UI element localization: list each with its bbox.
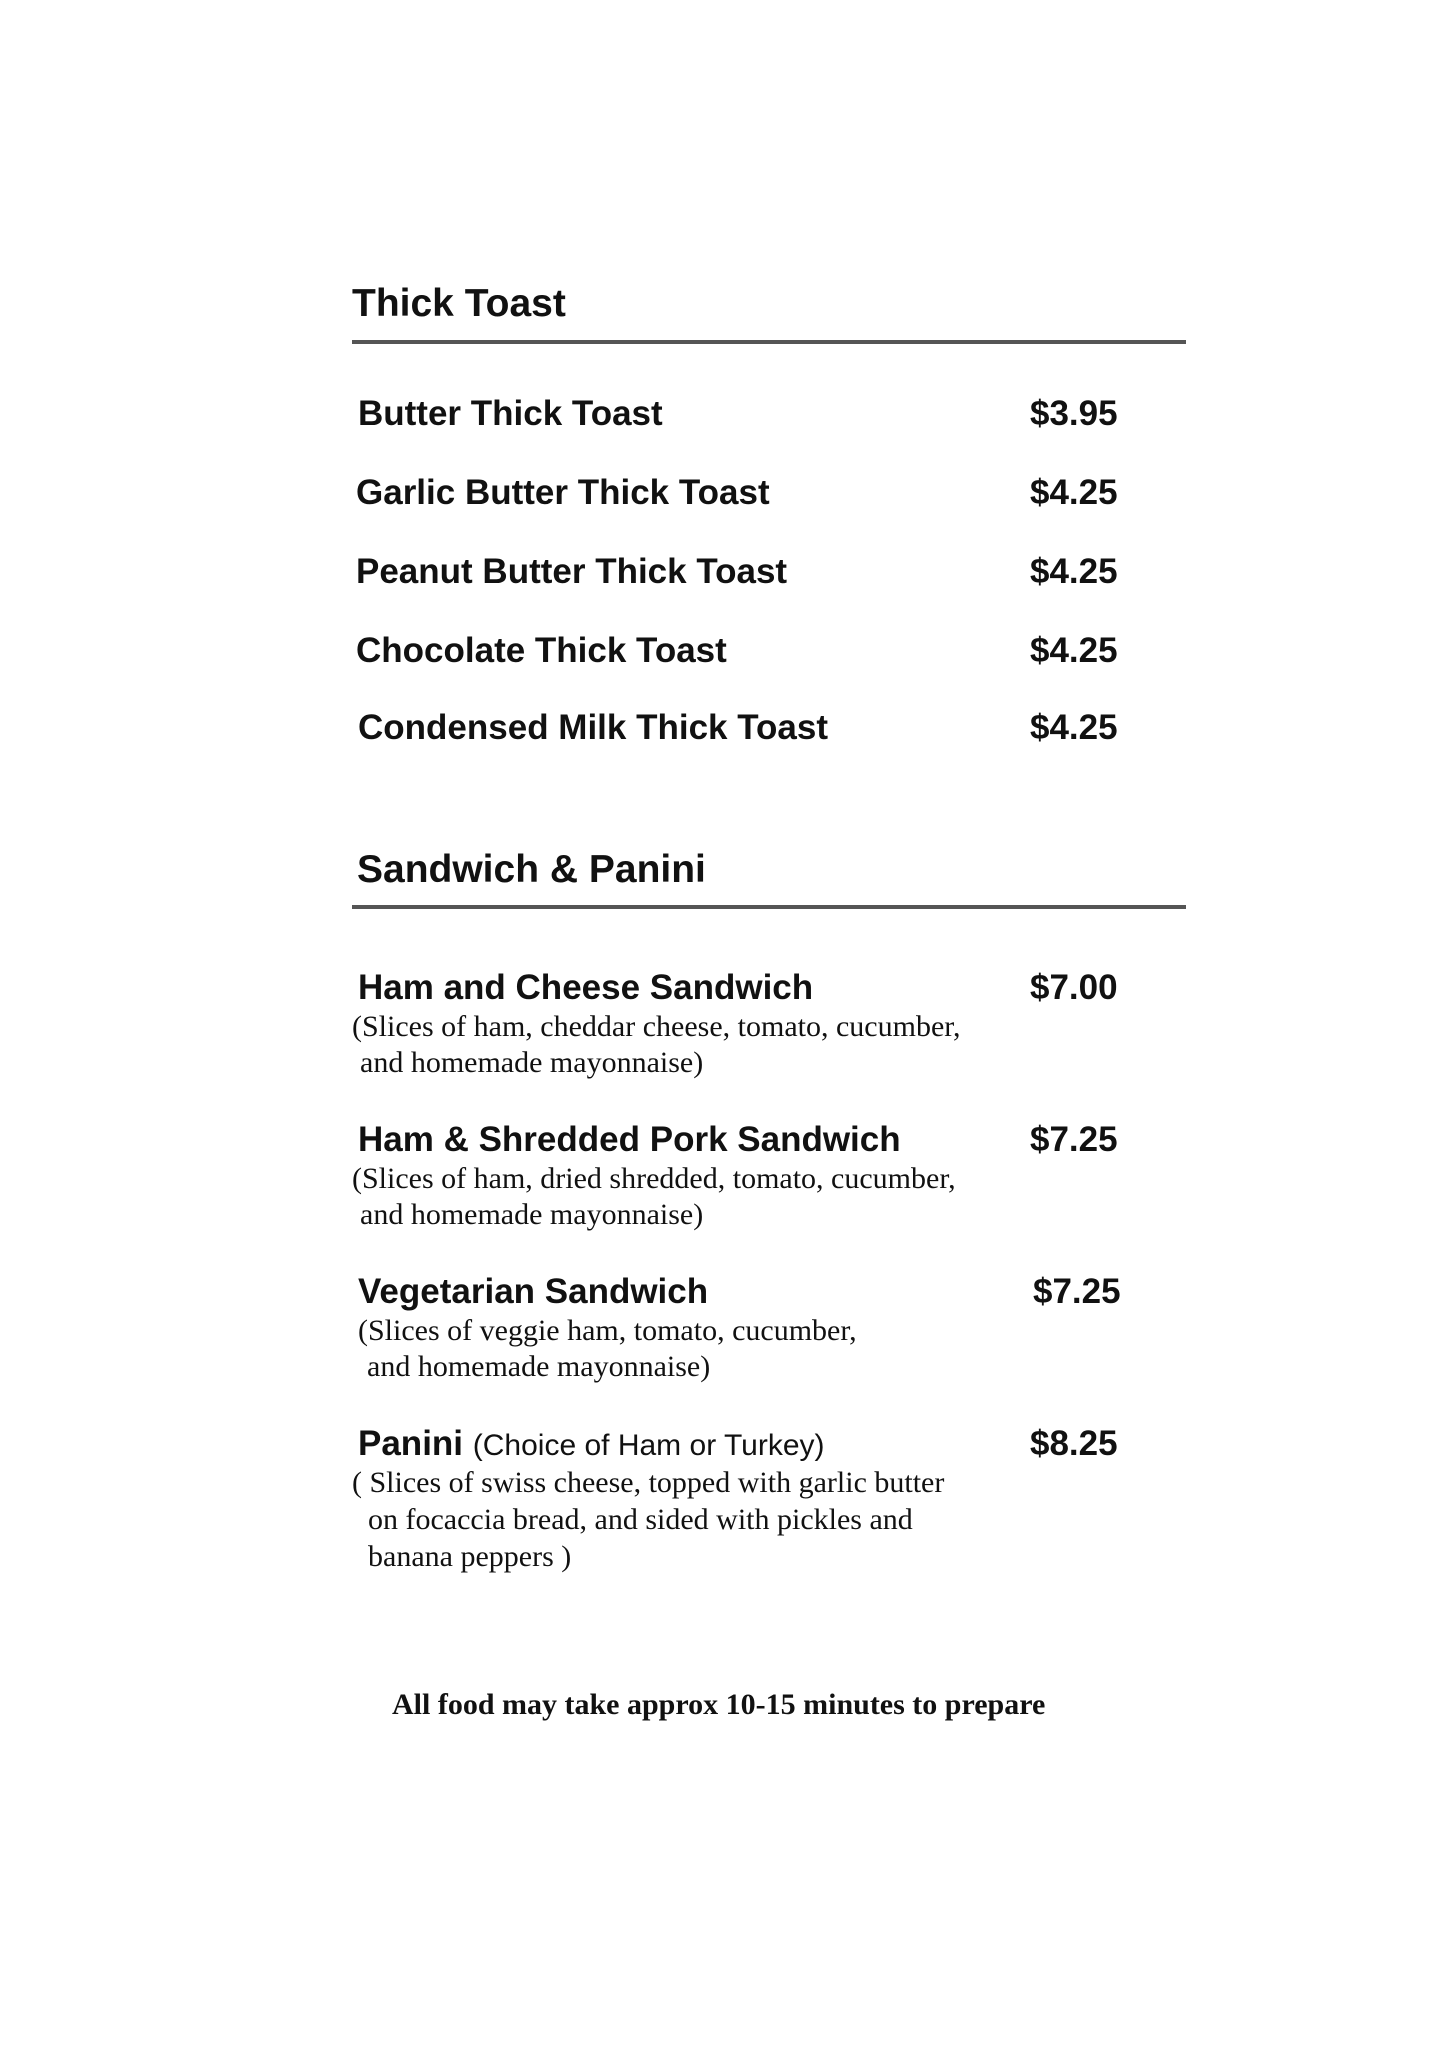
menu-item-option-note: (Choice of Ham or Turkey) xyxy=(472,1429,825,1462)
menu-item-name: Garlic Butter Thick Toast xyxy=(356,473,770,512)
menu-item-description: and homemade mayonnaise) xyxy=(367,1350,711,1383)
menu-item-description: and homemade mayonnaise) xyxy=(360,1046,704,1079)
section-title-thick-toast: Thick Toast xyxy=(352,282,566,325)
menu-item-name-text: Panini xyxy=(358,1424,464,1463)
menu-item-description: banana peppers ) xyxy=(368,1540,572,1573)
preparation-time-note: All food may take approx 10-15 minutes to prepare xyxy=(392,1688,1046,1721)
menu-item-name xyxy=(358,1426,825,1461)
menu-item-price: $7.25 xyxy=(1030,1120,1118,1159)
menu-item-price: $3.95 xyxy=(1030,394,1118,433)
menu-item-name: Condensed Milk Thick Toast xyxy=(358,708,828,747)
menu-item-description: on focaccia bread, and sided with pickles and xyxy=(368,1503,913,1536)
menu-item-name: Vegetarian Sandwich xyxy=(358,1272,709,1311)
menu-item-name: Ham & Shredded Pork Sandwich xyxy=(358,1120,901,1159)
menu-item-price: $4.25 xyxy=(1030,473,1118,512)
section-divider-thick-toast xyxy=(352,340,1186,344)
section-divider-sandwich-panini xyxy=(352,905,1186,909)
menu-item-price: $8.25 xyxy=(1030,1424,1118,1463)
menu-item-price: $4.25 xyxy=(1030,708,1118,747)
menu-item-description: (Slices of ham, cheddar cheese, tomato, cucumber, xyxy=(352,1010,961,1043)
menu-item-name: Ham and Cheese Sandwich xyxy=(358,968,814,1007)
menu-item-name: Butter Thick Toast xyxy=(358,394,663,433)
menu-item-name: Peanut Butter Thick Toast xyxy=(356,552,788,591)
menu-item-price: $7.25 xyxy=(1033,1272,1121,1311)
menu-item-description: (Slices of ham, dried shredded, tomato, cucumber, xyxy=(352,1162,956,1195)
section-title-sandwich-panini: Sandwich & Panini xyxy=(357,848,706,891)
menu-item-price: $4.25 xyxy=(1030,552,1118,591)
menu-item-description: (Slices of veggie ham, tomato, cucumber, xyxy=(358,1314,857,1347)
menu-item-description: and homemade mayonnaise) xyxy=(360,1198,704,1231)
menu-item-description: ( Slices of swiss cheese, topped with garlic butter xyxy=(352,1466,945,1499)
menu-item-price: $4.25 xyxy=(1030,631,1118,670)
menu-item-price: $7.00 xyxy=(1030,968,1118,1007)
menu-item-name: Chocolate Thick Toast xyxy=(356,631,727,670)
